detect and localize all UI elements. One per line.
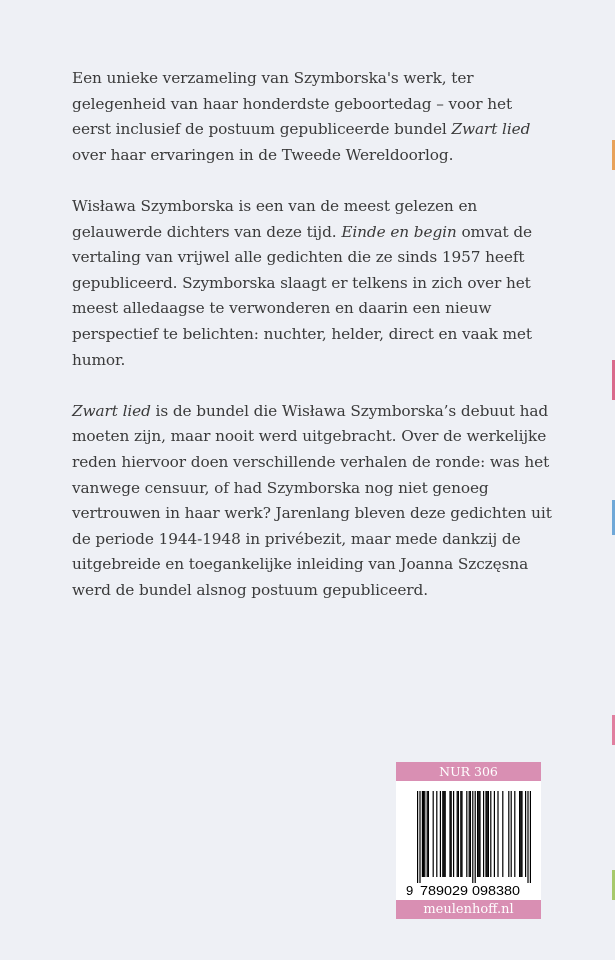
text-run: omvat de vertaling van vrijwel alle gedichten die ze sinds 1957 heeft gepubliceerd. Szymborska slaagt er telkens in zich over het meest alledaagse te verwonderen en daarin een nieuw perspectief te belichten: nuchter, helder, direct en vaak met humor. bbox=[72, 222, 532, 369]
barcode-bar bbox=[511, 791, 512, 877]
barcode-bar bbox=[461, 791, 462, 877]
paragraph-1 bbox=[72, 66, 552, 168]
paragraph-3 bbox=[72, 399, 552, 604]
barcode-bar bbox=[453, 791, 454, 877]
barcode-digits-right: 098380 bbox=[472, 883, 520, 898]
barcode-bar bbox=[466, 791, 467, 877]
barcode-graphic bbox=[396, 781, 541, 900]
barcode-bar bbox=[494, 791, 495, 877]
barcode-bar bbox=[433, 791, 434, 877]
barcode-bar bbox=[479, 791, 480, 877]
barcode-digit-first: 9 bbox=[406, 883, 414, 898]
barcode-bar bbox=[449, 791, 450, 877]
barcode bbox=[396, 781, 541, 900]
barcode-bar bbox=[514, 791, 515, 877]
barcode-bar bbox=[469, 791, 470, 877]
text-run: Een unieke verzameling van Szymborska's werk, ter gelegenheid van haar honderdste geboortedag – voor het eerst inclusief de postuum gepubliceerde bundel bbox=[72, 69, 512, 139]
barcode-bar bbox=[423, 791, 424, 877]
barcode-bar bbox=[427, 791, 428, 877]
barcode-bar bbox=[475, 791, 476, 883]
barcode-bar bbox=[483, 791, 484, 877]
publisher-website: meulenhoff.nl bbox=[396, 900, 541, 919]
barcode-bar bbox=[525, 791, 526, 877]
book-title: Zwart lied bbox=[72, 401, 151, 420]
barcode-bar bbox=[442, 791, 443, 877]
barcode-bar bbox=[487, 791, 488, 877]
barcode-bar bbox=[478, 791, 479, 877]
barcode-bar bbox=[440, 791, 441, 877]
barcode-bar bbox=[530, 791, 531, 883]
barcode-bar bbox=[424, 791, 425, 877]
barcode-bar bbox=[458, 791, 459, 877]
barcode-bar bbox=[502, 791, 503, 877]
barcode-bar bbox=[488, 791, 489, 877]
barcode-bar bbox=[443, 791, 444, 877]
barcode-bar bbox=[485, 791, 486, 877]
barcode-bar bbox=[490, 791, 491, 877]
barcode-bar bbox=[508, 791, 509, 877]
barcode-digits-left: 789029 bbox=[420, 883, 468, 898]
barcode-bar bbox=[457, 791, 458, 877]
barcode-bar bbox=[417, 791, 418, 883]
barcode-bar bbox=[419, 791, 420, 883]
barcode-bar bbox=[520, 791, 521, 877]
barcode-bar bbox=[519, 791, 520, 877]
text-run: over haar ervaringen in de Tweede Wereldoorlog. bbox=[72, 145, 454, 164]
barcode-bar bbox=[436, 791, 437, 877]
barcode-bar bbox=[460, 791, 461, 877]
nur-label: NUR 306 bbox=[396, 762, 541, 781]
barcode-bar bbox=[470, 791, 471, 877]
barcode-bar bbox=[428, 791, 429, 877]
back-cover-text bbox=[72, 66, 552, 629]
barcode-bar bbox=[527, 791, 528, 883]
text-run: Wisława Szymborska is een van de meest gelezen en gelauwerde dichters van deze tijd. bbox=[72, 196, 478, 241]
barcode-bar bbox=[451, 791, 452, 877]
barcode-bar bbox=[497, 791, 498, 877]
barcode-bar bbox=[422, 791, 423, 877]
book-title: Zwart lied bbox=[451, 120, 531, 139]
barcode-bar bbox=[521, 791, 522, 877]
barcode-bar bbox=[472, 791, 473, 883]
text-run: is de bundel die Wisława Szymborska’s debuut had moeten zijn, maar nooit werd uitgebracht. Over de werkelijke reden hiervoor doen verschillende verhalen de ronde: was het vanwege censuur, of had Szymborska nog niet genoeg vertrouwen in haar werk? Jarenlang bleven deze gedichten uit de periode 1944-1948 in privébezit, maar mede dankzij de uitgebreide en toegankelijke inleiding van Joanna Szczęsna werd de bundel alsnog postuum gepubliceerd. bbox=[72, 401, 552, 599]
paragraph-2 bbox=[72, 194, 552, 373]
book-title: Einde en begin bbox=[341, 222, 457, 241]
barcode-bar bbox=[445, 791, 446, 877]
barcode-bar bbox=[477, 791, 478, 877]
